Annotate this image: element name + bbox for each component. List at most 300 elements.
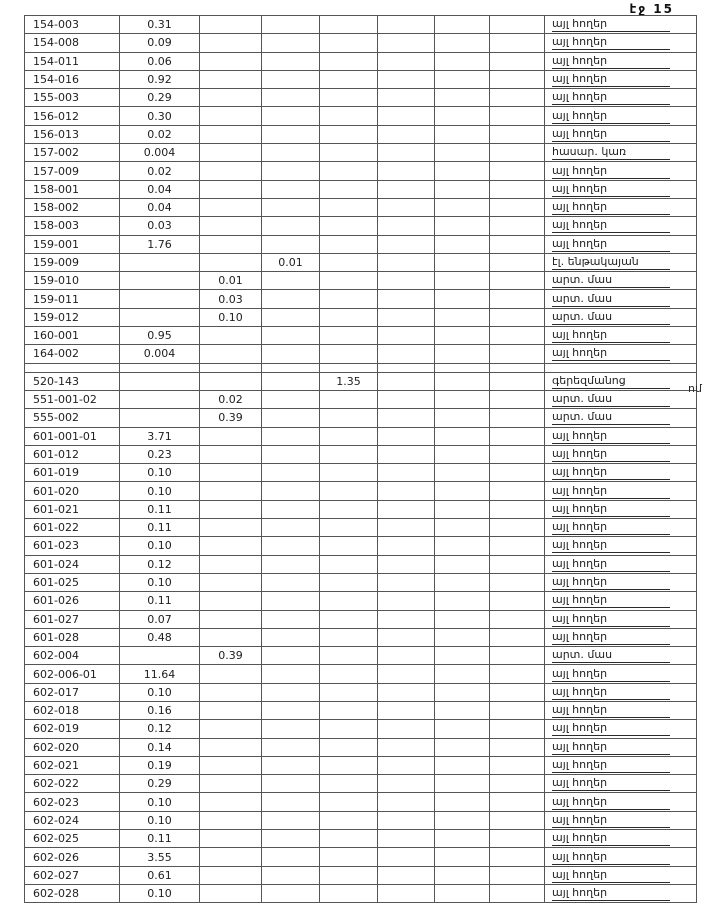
area-col4 [262, 327, 320, 345]
land-type [545, 70, 697, 88]
area-col2: 0.07 [120, 610, 200, 628]
area-col3 [200, 16, 262, 34]
area-col2 [120, 647, 200, 665]
empty-col8 [490, 464, 545, 482]
empty-col6 [378, 253, 435, 271]
empty-col6 [378, 390, 435, 408]
empty-col8 [490, 665, 545, 683]
area-col4 [262, 345, 320, 363]
land-type [545, 884, 697, 902]
area-col2: 0.10 [120, 464, 200, 482]
land-type [545, 409, 697, 427]
land-type-text: այլ հողեր [552, 346, 670, 361]
area-col4 [262, 683, 320, 701]
area-col2 [120, 390, 200, 408]
parcel-code: 601-021 [25, 500, 120, 518]
area-col2: 0.30 [120, 107, 200, 125]
table-row [25, 537, 697, 555]
area-col3 [200, 34, 262, 52]
land-type [545, 866, 697, 884]
empty-col7 [435, 701, 490, 719]
land-type-text: այլ հողեր [552, 630, 670, 645]
area-col4 [262, 519, 320, 537]
empty-col6 [378, 345, 435, 363]
area-col3 [200, 665, 262, 683]
table-row [25, 253, 697, 271]
area-col4 [262, 70, 320, 88]
empty-col8 [490, 775, 545, 793]
empty-col6 [378, 884, 435, 902]
parcel-code: 601-019 [25, 464, 120, 482]
area-col2: 0.95 [120, 327, 200, 345]
area-col3 [200, 144, 262, 162]
area-col2: 0.48 [120, 628, 200, 646]
area-col3 [200, 830, 262, 848]
empty-col8 [490, 537, 545, 555]
empty-col7 [435, 665, 490, 683]
area-col4 [262, 720, 320, 738]
empty-col6 [378, 811, 435, 829]
area-col3: 0.03 [200, 290, 262, 308]
area-col5 [320, 683, 378, 701]
empty-col6 [378, 427, 435, 445]
area-col3 [200, 738, 262, 756]
area-col3 [200, 592, 262, 610]
area-col3 [200, 701, 262, 719]
area-col2: 11.64 [120, 665, 200, 683]
area-col5 [320, 272, 378, 290]
land-type [545, 592, 697, 610]
land-type-text: արտ. մաս [552, 292, 670, 307]
empty-col7 [435, 610, 490, 628]
table-row [25, 555, 697, 573]
area-col5 [320, 573, 378, 591]
empty-col6 [378, 272, 435, 290]
area-col5 [320, 308, 378, 326]
area-col2: 0.10 [120, 683, 200, 701]
area-col2: 0.02 [120, 162, 200, 180]
parcel-code: 164-002 [25, 345, 120, 363]
area-col5 [320, 107, 378, 125]
land-type [545, 464, 697, 482]
area-col5 [320, 537, 378, 555]
table-row [25, 162, 697, 180]
empty-col6 [378, 793, 435, 811]
area-col3 [200, 445, 262, 463]
area-col5 [320, 482, 378, 500]
empty-col7 [435, 409, 490, 427]
land-type [545, 290, 697, 308]
area-col2: 0.16 [120, 701, 200, 719]
area-col4 [262, 445, 320, 463]
area-col4 [262, 34, 320, 52]
area-col5 [320, 610, 378, 628]
area-col2: 0.12 [120, 555, 200, 573]
area-col2: 1.76 [120, 235, 200, 253]
land-type-text: այլ հողեր [552, 447, 670, 462]
empty-col6 [378, 70, 435, 88]
area-col4 [262, 290, 320, 308]
empty-col8 [490, 610, 545, 628]
area-col3 [200, 537, 262, 555]
parcel-code: 154-011 [25, 52, 120, 70]
area-col4 [262, 665, 320, 683]
parcel-code: 602-004 [25, 647, 120, 665]
area-col5 [320, 327, 378, 345]
land-type-text: այլ հողեր [552, 886, 670, 901]
table-row [25, 34, 697, 52]
land-type [545, 217, 697, 235]
land-type-text: արտ. մաս [552, 410, 670, 425]
area-col4: 0.01 [262, 253, 320, 271]
table-row [25, 70, 697, 88]
area-col2: 0.10 [120, 793, 200, 811]
empty-col6 [378, 125, 435, 143]
empty-col6 [378, 290, 435, 308]
parcel-code: 602-006-01 [25, 665, 120, 683]
area-col3 [200, 793, 262, 811]
area-col2 [120, 363, 200, 372]
land-type [545, 610, 697, 628]
empty-col6 [378, 628, 435, 646]
empty-col7 [435, 52, 490, 70]
area-col3 [200, 345, 262, 363]
table-row [25, 272, 697, 290]
area-col2: 0.11 [120, 500, 200, 518]
area-col2: 0.10 [120, 884, 200, 902]
area-col3: 0.39 [200, 647, 262, 665]
land-type-text: այլ հողեր [552, 127, 670, 142]
empty-col6 [378, 89, 435, 107]
empty-col8 [490, 500, 545, 518]
area-col5 [320, 665, 378, 683]
area-col4 [262, 610, 320, 628]
area-col2 [120, 253, 200, 271]
area-col2: 3.55 [120, 848, 200, 866]
table-row [25, 290, 697, 308]
empty-col8 [490, 866, 545, 884]
area-col3 [200, 107, 262, 125]
land-type [545, 683, 697, 701]
area-col4 [262, 427, 320, 445]
parcel-code: 601-025 [25, 573, 120, 591]
empty-col8 [490, 628, 545, 646]
table-row [25, 610, 697, 628]
area-col4 [262, 372, 320, 390]
empty-col7 [435, 290, 490, 308]
empty-col8 [490, 89, 545, 107]
land-type [545, 34, 697, 52]
table-row [25, 180, 697, 198]
land-type-text: այլ հողեր [552, 795, 670, 810]
area-col5 [320, 125, 378, 143]
empty-col8 [490, 290, 545, 308]
area-col5 [320, 756, 378, 774]
spacer-row [25, 363, 697, 372]
empty-col8 [490, 647, 545, 665]
parcel-code: 159-012 [25, 308, 120, 326]
parcel-code: 158-001 [25, 180, 120, 198]
area-col2: 0.10 [120, 811, 200, 829]
parcel-code: 602-018 [25, 701, 120, 719]
empty-col8 [490, 345, 545, 363]
area-col2: 0.23 [120, 445, 200, 463]
empty-col7 [435, 180, 490, 198]
empty-col7 [435, 70, 490, 88]
area-col5 [320, 390, 378, 408]
land-type-text: հասար. կառ [552, 145, 670, 160]
area-col3 [200, 372, 262, 390]
land-type [545, 16, 697, 34]
area-col2: 3.71 [120, 427, 200, 445]
land-type [545, 775, 697, 793]
parcel-code: 602-021 [25, 756, 120, 774]
empty-col8 [490, 573, 545, 591]
area-col5 [320, 464, 378, 482]
parcel-code: 520-143 [25, 372, 120, 390]
land-type [545, 701, 697, 719]
area-col4 [262, 198, 320, 216]
land-type [545, 372, 697, 390]
land-type-text: այլ հողեր [552, 703, 670, 718]
area-col5 [320, 884, 378, 902]
table-row [25, 701, 697, 719]
land-type-text: այլ հողեր [552, 868, 670, 883]
area-col5 [320, 866, 378, 884]
table-row [25, 89, 697, 107]
area-col4 [262, 16, 320, 34]
empty-col8 [490, 162, 545, 180]
land-type-text: այլ հողեր [552, 328, 670, 343]
area-col3: 0.10 [200, 308, 262, 326]
empty-col6 [378, 610, 435, 628]
empty-col7 [435, 628, 490, 646]
empty-col7 [435, 720, 490, 738]
empty-col8 [490, 592, 545, 610]
land-type [545, 628, 697, 646]
land-type [545, 125, 697, 143]
land-type-text: այլ հողեր [552, 575, 670, 590]
area-col2: 0.10 [120, 482, 200, 500]
area-col4 [262, 180, 320, 198]
empty-col7 [435, 793, 490, 811]
area-col5 [320, 701, 378, 719]
table-row [25, 16, 697, 34]
table-row [25, 327, 697, 345]
parcel-code: 602-023 [25, 793, 120, 811]
empty-col6 [378, 647, 435, 665]
empty-col6 [378, 107, 435, 125]
empty-col7 [435, 308, 490, 326]
table-row [25, 738, 697, 756]
area-col2: 0.004 [120, 345, 200, 363]
table-row [25, 308, 697, 326]
land-type [545, 482, 697, 500]
table-row [25, 647, 697, 665]
area-col3 [200, 884, 262, 902]
area-col2: 0.92 [120, 70, 200, 88]
table-row [25, 592, 697, 610]
land-type-text: այլ հողեր [552, 429, 670, 444]
parcel-code: 154-016 [25, 70, 120, 88]
land-type [545, 445, 697, 463]
area-col5 [320, 180, 378, 198]
area-col2: 0.19 [120, 756, 200, 774]
empty-col6 [378, 144, 435, 162]
table-row [25, 756, 697, 774]
area-col2: 0.03 [120, 217, 200, 235]
empty-col6 [378, 217, 435, 235]
area-col5 [320, 445, 378, 463]
land-type-text: այլ հողեր [552, 90, 670, 105]
empty-col8 [490, 16, 545, 34]
area-col5 [320, 89, 378, 107]
area-col3 [200, 162, 262, 180]
land-type-text: այլ հողեր [552, 593, 670, 608]
parcel-code: 602-019 [25, 720, 120, 738]
empty-col6 [378, 363, 435, 372]
area-col4 [262, 701, 320, 719]
land-type-text: այլ հողեր [552, 237, 670, 252]
table-row [25, 390, 697, 408]
area-col3 [200, 866, 262, 884]
area-col5 [320, 198, 378, 216]
empty-col7 [435, 363, 490, 372]
empty-col7 [435, 884, 490, 902]
empty-col8 [490, 363, 545, 372]
area-col3 [200, 253, 262, 271]
table-row [25, 683, 697, 701]
empty-col8 [490, 482, 545, 500]
land-type-text: արտ. մաս [552, 392, 670, 407]
parcel-code: 601-001-01 [25, 427, 120, 445]
area-col4 [262, 235, 320, 253]
land-type [545, 363, 697, 372]
area-col3 [200, 500, 262, 518]
land-type [545, 519, 697, 537]
parcel-code: 602-017 [25, 683, 120, 701]
land-type-text: այլ հողեր [552, 72, 670, 87]
table-row [25, 198, 697, 216]
land-type [545, 107, 697, 125]
land-type [545, 180, 697, 198]
area-col4 [262, 756, 320, 774]
land-type-text: այլ հողեր [552, 685, 670, 700]
empty-col7 [435, 683, 490, 701]
parcel-code: 154-003 [25, 16, 120, 34]
empty-col7 [435, 125, 490, 143]
empty-col7 [435, 573, 490, 591]
area-col3 [200, 610, 262, 628]
land-parcel-table [24, 15, 697, 903]
area-col4 [262, 830, 320, 848]
area-col2: 0.04 [120, 198, 200, 216]
land-type-text: այլ հողեր [552, 740, 670, 755]
table-row [25, 217, 697, 235]
area-col2: 0.12 [120, 720, 200, 738]
parcel-code: 156-012 [25, 107, 120, 125]
empty-col7 [435, 107, 490, 125]
empty-col8 [490, 272, 545, 290]
area-col4 [262, 884, 320, 902]
parcel-code: 154-008 [25, 34, 120, 52]
empty-col6 [378, 180, 435, 198]
land-type-text: այլ հողեր [552, 200, 670, 215]
table-row [25, 848, 697, 866]
land-type [545, 793, 697, 811]
table-row [25, 793, 697, 811]
land-type-text: այլ հողեր [552, 109, 670, 124]
empty-col6 [378, 665, 435, 683]
area-col5 [320, 500, 378, 518]
area-col3 [200, 427, 262, 445]
parcel-code: 602-022 [25, 775, 120, 793]
table-row [25, 775, 697, 793]
land-type-text: արտ. մաս [552, 648, 670, 663]
parcel-code: 602-020 [25, 738, 120, 756]
land-type-text: այլ հողեր [552, 612, 670, 627]
area-col2 [120, 372, 200, 390]
area-col4 [262, 308, 320, 326]
area-col4 [262, 555, 320, 573]
empty-col7 [435, 162, 490, 180]
table-row [25, 464, 697, 482]
area-col3 [200, 180, 262, 198]
area-col5 [320, 253, 378, 271]
empty-col7 [435, 427, 490, 445]
empty-col8 [490, 217, 545, 235]
area-col3 [200, 720, 262, 738]
area-col4 [262, 409, 320, 427]
table-row [25, 830, 697, 848]
area-col3 [200, 848, 262, 866]
empty-col6 [378, 235, 435, 253]
table-row [25, 445, 697, 463]
parcel-code: 602-025 [25, 830, 120, 848]
land-type [545, 253, 697, 271]
land-type-text: այլ հողեր [552, 520, 670, 535]
area-col4 [262, 107, 320, 125]
area-col5 [320, 738, 378, 756]
empty-col7 [435, 866, 490, 884]
table-row [25, 628, 697, 646]
area-col2: 0.61 [120, 866, 200, 884]
empty-col6 [378, 372, 435, 390]
empty-col8 [490, 125, 545, 143]
empty-col6 [378, 500, 435, 518]
empty-col7 [435, 647, 490, 665]
land-type [545, 52, 697, 70]
parcel-code: 158-003 [25, 217, 120, 235]
area-col3 [200, 235, 262, 253]
land-type [545, 848, 697, 866]
empty-col8 [490, 884, 545, 902]
land-type-text: այլ հողեր [552, 465, 670, 480]
parcel-code: 601-024 [25, 555, 120, 573]
parcel-code: 555-002 [25, 409, 120, 427]
parcel-code: 155-003 [25, 89, 120, 107]
area-col4 [262, 628, 320, 646]
land-type-text: այլ հողեր [552, 35, 670, 50]
land-type-text: այլ հողեր [552, 17, 670, 32]
table-row [25, 144, 697, 162]
table-row [25, 720, 697, 738]
empty-col7 [435, 217, 490, 235]
area-col4 [262, 125, 320, 143]
empty-col8 [490, 372, 545, 390]
empty-col8 [490, 327, 545, 345]
area-col3 [200, 555, 262, 573]
